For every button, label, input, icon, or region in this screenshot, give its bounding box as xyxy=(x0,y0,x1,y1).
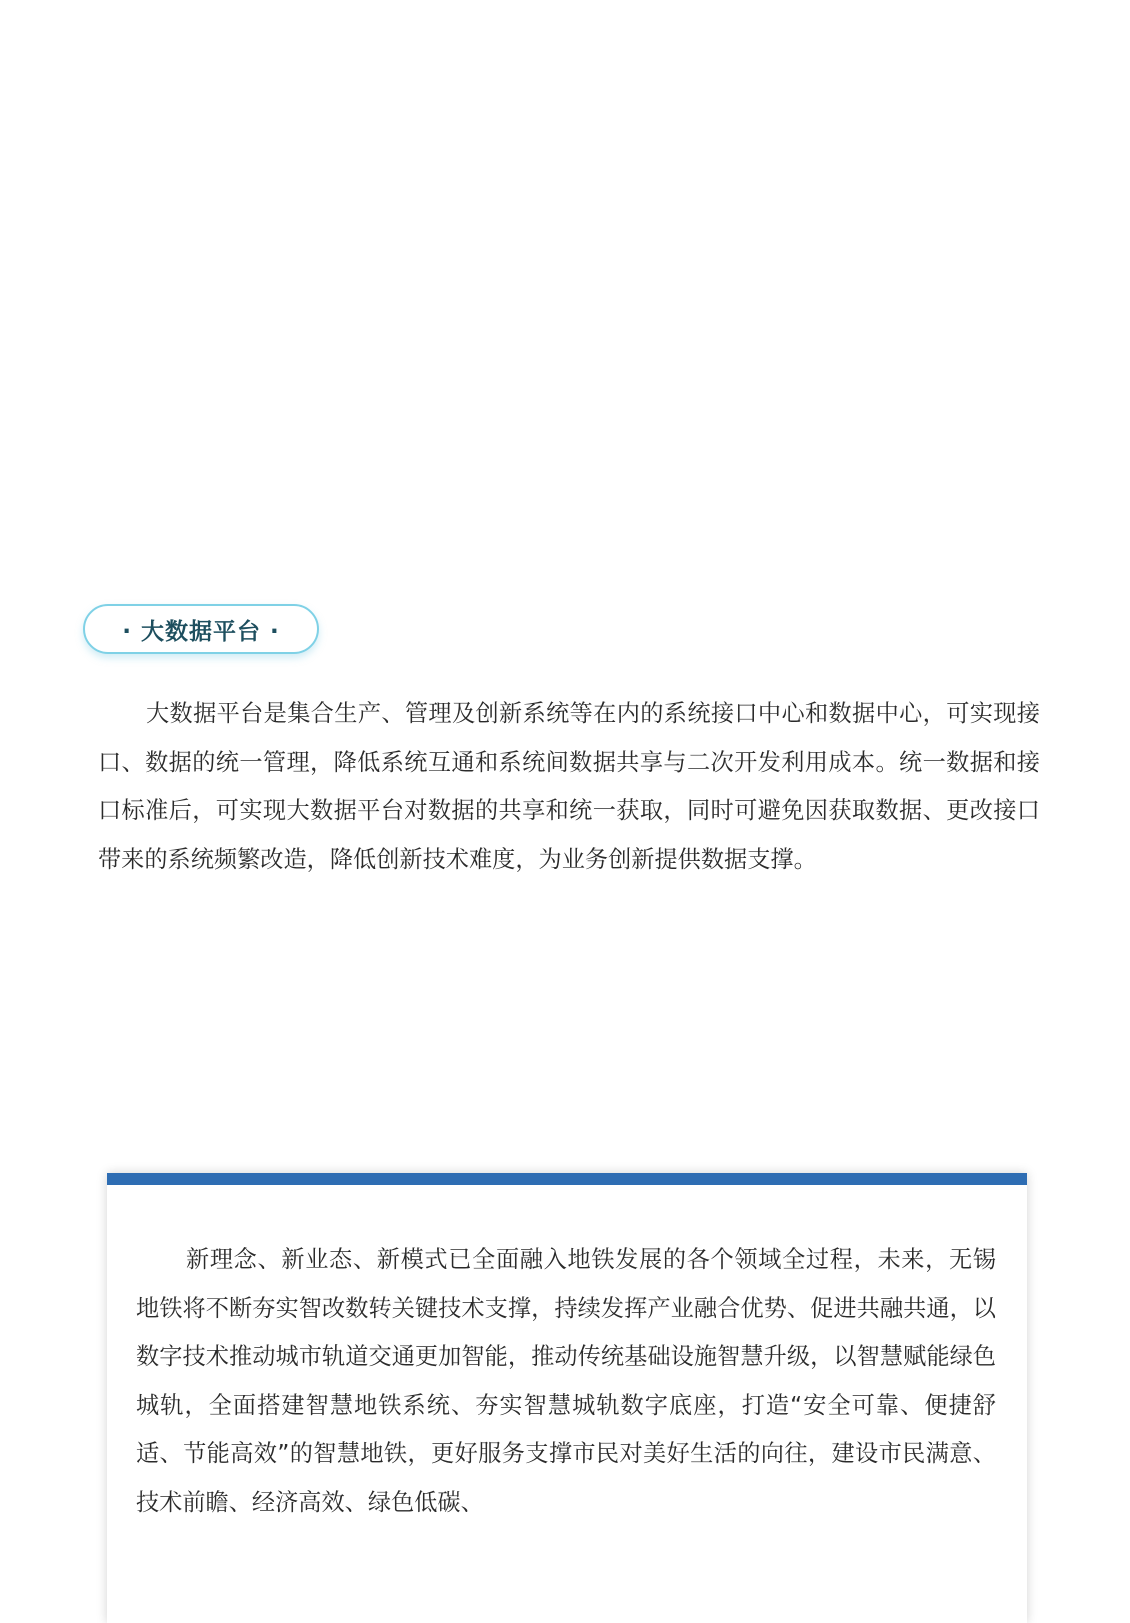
section-title: · 大数据平台 · xyxy=(122,618,280,645)
summary-card xyxy=(107,1173,1027,1623)
intro-paragraph: 大数据平台是集合生产、管理及创新系统等在内的系统接口中心和数据中心，可实现接口、数据的统一管理，降低系统互通和系统间数据共享与二次开发利用成本。统一数据和接口标准后，可实现大数据平台对数据的共享和统一获取，同时可避免因获取数据、更改接口带来的系统频繁改造，降低创新技术难度，为业务创新提供数据支撑。 xyxy=(98,700,1040,873)
card-accent-bar xyxy=(107,1173,1027,1185)
section-title-pill xyxy=(83,604,319,654)
card-paragraph: 新理念、新业态、新模式已全面融入地铁发展的各个领域全过程，未来，无锡地铁将不断夯实智改数转关键技术支撑，持续发挥产业融合优势、促进共融共通，以数字技术推动城市轨道交通更加智能，推动传统基础设施智慧升级，以智慧赋能绿色城轨，全面搭建智慧地铁系统、夯实智慧城轨数字底座，打造“安全可靠、便捷舒适、节能高效”的智慧地铁，更好服务支撑市民对美好生活的向往，建设市民满意、技术前瞻、经济高效、绿色低碳、 xyxy=(136,1246,996,1516)
